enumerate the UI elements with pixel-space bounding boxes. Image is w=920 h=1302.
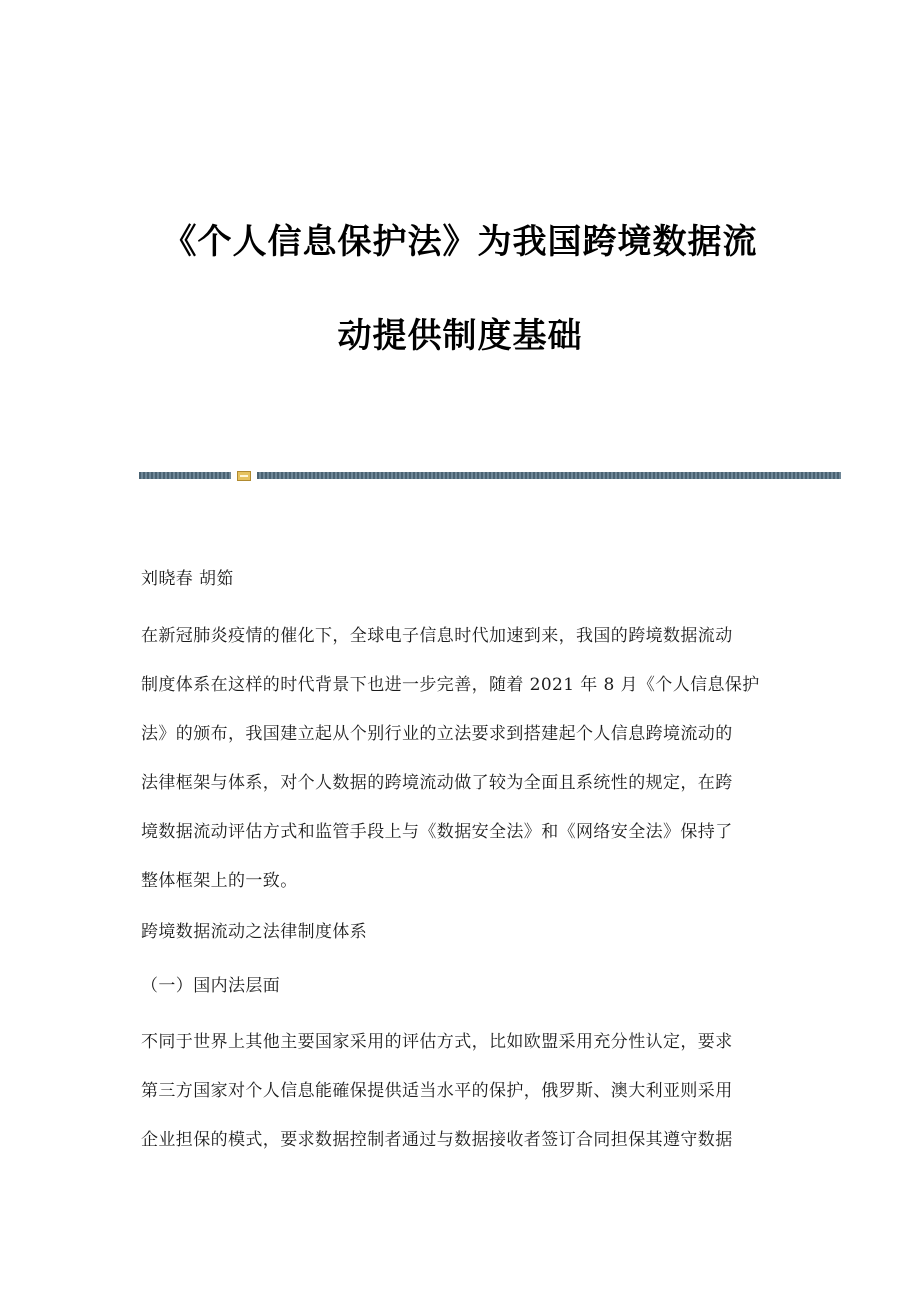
paragraph-intro [141, 624, 781, 918]
subsection-heading: （一）国内法层面 [141, 976, 281, 996]
paragraph-line: 境数据流动评估方式和监管手段上与《数据安全法》和《网络安全法》保持了 [141, 822, 733, 842]
paragraph-line: 法律框架与体系，对个人数据的跨境流动做了较为全面且系统性的规定，在跨 [141, 773, 733, 793]
paragraph-line: 制度体系在这样的时代背景下也进一步完善，随着 2021 年 8 月《个人信息保护 [141, 675, 760, 695]
title-divider [139, 470, 841, 481]
paragraph-line: 整体框架上的一致。 [141, 871, 298, 891]
paragraph-domestic-law [141, 1030, 781, 1177]
document-title-line-2: 动提供制度基础 [337, 316, 583, 356]
author-line: 刘晓春 胡筎 [141, 569, 234, 589]
paragraph-line: 企业担保的模式，要求数据控制者通过与数据接收者签订合同担保其遵守数据 [141, 1130, 733, 1150]
divider-bar-left [139, 472, 231, 479]
paragraph-line: 不同于世界上其他主要国家采用的评估方式，比如欧盟采用充分性认定，要求 [141, 1032, 733, 1052]
document-title-line-1: 《个人信息保护法》为我国跨境数据流 [162, 222, 758, 262]
envelope-icon [237, 471, 251, 481]
paragraph-line: 在新冠肺炎疫情的催化下，全球电子信息时代加速到来，我国的跨境数据流动 [141, 626, 733, 646]
section-heading: 跨境数据流动之法律制度体系 [141, 922, 368, 942]
paragraph-line: 第三方国家对个人信息能確保提供适当水平的保护，俄罗斯、澳大利亚则采用 [141, 1081, 733, 1101]
paragraph-line: 法》的颁布，我国建立起从个别行业的立法要求到搭建起个人信息跨境流动的 [141, 724, 733, 744]
divider-bar-right [257, 472, 841, 479]
